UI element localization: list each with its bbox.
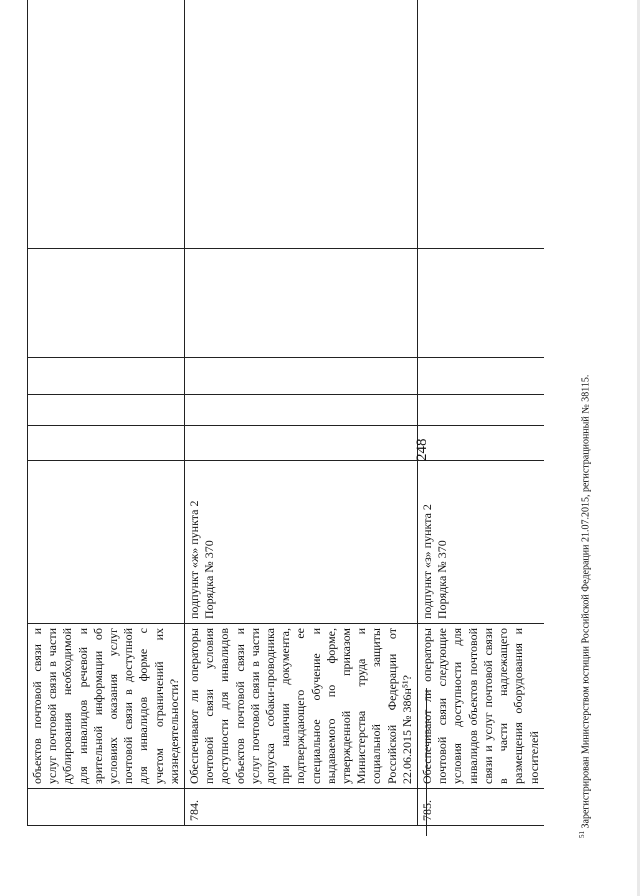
answer-yes-cell: [28, 426, 185, 461]
answer-no-cell: [418, 395, 544, 426]
reference-cell: подпункт «з» пункта 2 Порядка № 370: [418, 461, 544, 624]
answer-no-cell: [185, 395, 418, 426]
comment-cell: [28, 0, 185, 249]
question-cell: Обеспечивают ли операторы почтовой связи следующие условия доступности для инвалидов объектов почтовой связи и услуг почтовой связи в части надлежащего размещения оборудования и носителей: [418, 624, 544, 789]
footnote-text: Зарегистрирован Министерством юстиции Российской Федерации 21.07.2015, регистрационный № 38115.: [580, 374, 592, 829]
table-row: [28, 0, 185, 826]
checklist-table: [27, 0, 544, 826]
answer-na-cell: [185, 358, 418, 395]
comment-cell: [185, 0, 418, 249]
answer-na-cell: [28, 358, 185, 395]
reference-cell: [28, 461, 185, 624]
footnote-divider: [426, 688, 427, 836]
question-cell: объектов почтовой связи и услуг почтовой связи в части дублирования необходимой для инвалидов речевой и зрительной информации об условиях оказания услуг почтовой связи в доступной для инвалидов форме с учетом ограничений их жизнедеятельности?: [28, 624, 185, 789]
answer-yes-cell: [185, 426, 418, 461]
question-cell: Обеспечивают ли операторы почтовой связи условия доступности для инвалидов объектов почтовой связи и услуг почтовой связи в части допуска собаки-проводника при наличии документа, подтверждающего ее специальное обучение и выдаваемого по форме, утвержденной приказом Министерства труда и социальной защиты Российской Федерации от 22.06.2015 № 386н⁵¹?: [185, 624, 418, 789]
row-number: 784.: [185, 789, 418, 826]
note-cell: [185, 249, 418, 358]
page-number: 248: [414, 438, 430, 461]
footnote: [578, 78, 591, 838]
table-row: [185, 0, 418, 826]
footnote-marker: 51: [578, 831, 586, 838]
reference-cell: подпункт «ж» пункта 2 Порядка № 370: [185, 461, 418, 624]
table-row: [418, 0, 544, 826]
answer-na-cell: [418, 358, 544, 395]
answer-yes-cell: [418, 426, 544, 461]
note-cell: [28, 249, 185, 358]
answer-no-cell: [28, 395, 185, 426]
row-number: 785.: [418, 789, 544, 826]
row-number: [28, 789, 185, 826]
comment-cell: [418, 0, 544, 249]
note-cell: [418, 249, 544, 358]
